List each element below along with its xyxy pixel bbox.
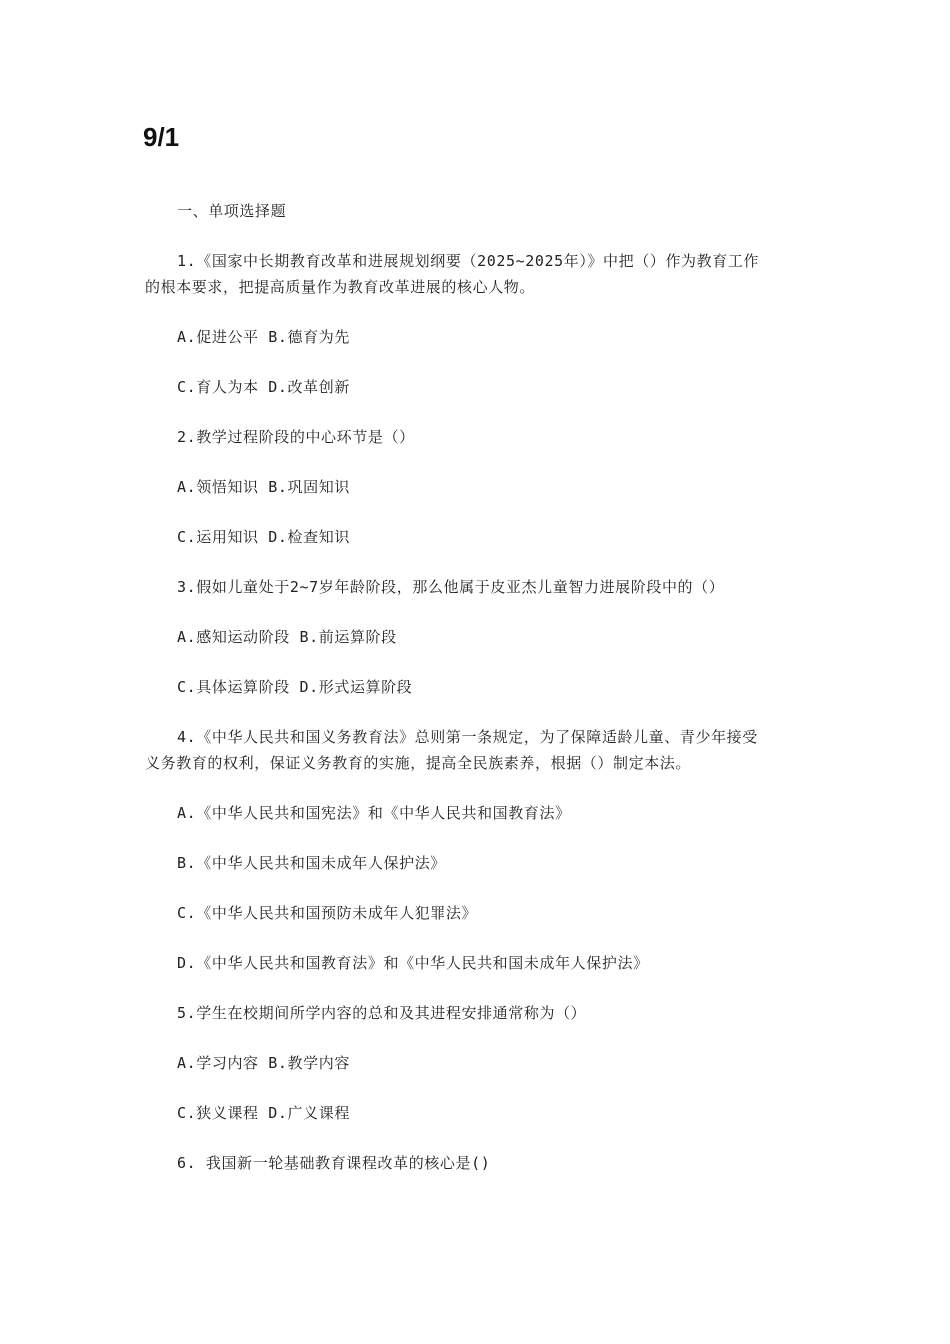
question-5-options-cd: C.狭义课程 D.广义课程: [177, 1104, 350, 1122]
question-1-options-ab: A.促进公平 B.德育为先: [177, 328, 350, 346]
question-6-stem: 6. 我国新一轮基础教育课程改革的核心是(): [177, 1154, 491, 1172]
question-4-option-d: D.《中华人民共和国教育法》和《中华人民共和国未成年人保护法》: [177, 954, 649, 972]
question-1-options-cd: C.育人为本 D.改革创新: [177, 378, 350, 396]
question-5-stem: 5.学生在校期间所学内容的总和及其进程安排通常称为（）: [177, 1004, 587, 1022]
question-1-stem-line-2: 的根本要求，把提高质量作为教育改革进展的核心人物。: [145, 278, 536, 296]
question-3-options-cd: C.具体运算阶段 D.形式运算阶段: [177, 678, 413, 696]
question-4-option-c: C.《中华人民共和国预防未成年人犯罪法》: [177, 904, 478, 922]
section-heading: 一、单项选择题: [177, 202, 287, 220]
question-2-stem: 2.教学过程阶段的中心环节是（）: [177, 428, 415, 446]
question-4-option-a: A.《中华人民共和国宪法》和《中华人民共和国教育法》: [177, 804, 571, 822]
question-4-stem-line-1: 4.《中华人民共和国义务教育法》总则第一条规定，为了保障适龄儿童、青少年接受: [177, 728, 758, 746]
question-4-stem-line-2: 义务教育的权利，保证义务教育的实施，提高全民族素养，根据（）制定本法。: [145, 754, 692, 772]
question-4-option-b: B.《中华人民共和国未成年人保护法》: [177, 854, 446, 872]
question-5-options-ab: A.学习内容 B.教学内容: [177, 1054, 350, 1072]
question-2-options-cd: C.运用知识 D.检查知识: [177, 528, 350, 546]
question-3-options-ab: A.感知运动阶段 B.前运算阶段: [177, 628, 397, 646]
question-2-options-ab: A.领悟知识 B.巩固知识: [177, 478, 350, 496]
question-1-stem-line-1: 1.《国家中长期教育改革和进展规划纲要（2025~2025年）》中把（）作为教育工作: [177, 252, 760, 270]
question-3-stem: 3.假如儿童处于2~7岁年龄阶段，那么他属于皮亚杰儿童智力进展阶段中的（）: [177, 578, 725, 596]
page-number: 9/1: [143, 122, 180, 152]
